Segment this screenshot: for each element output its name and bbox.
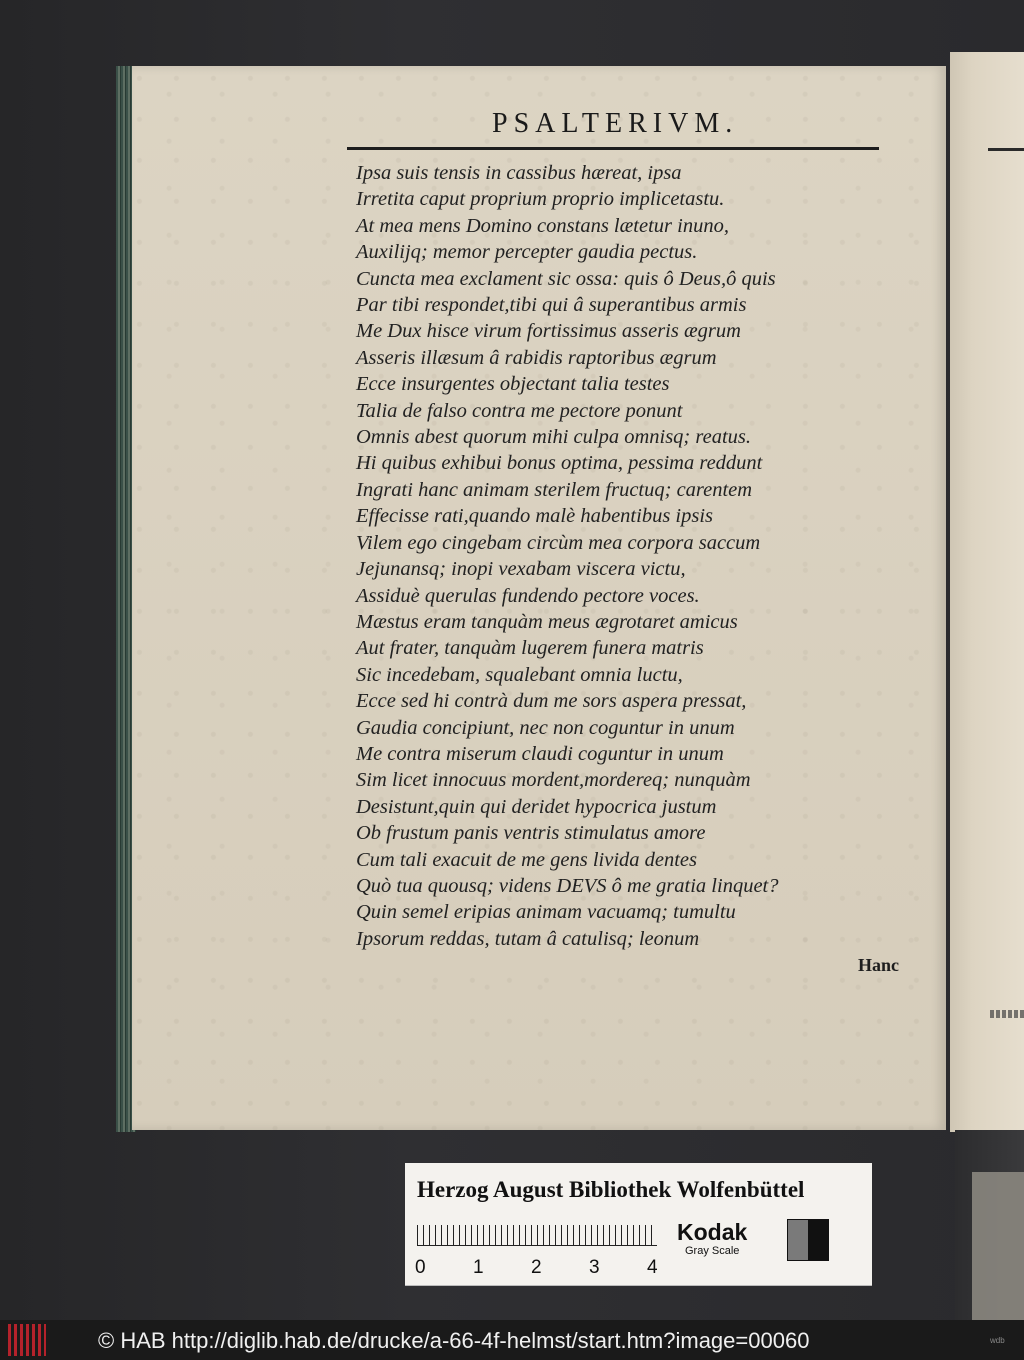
poem-line: Asseris illæsum â rabidis raptoribus ægrum bbox=[356, 346, 717, 369]
poem-line: Effecisse rati,quando malè habentibus ipsis bbox=[356, 505, 714, 528]
poem-line: Quin semel eripias animam vacuamq; tumultu bbox=[356, 901, 736, 924]
header-rule bbox=[347, 147, 879, 150]
poem-line: Ecce insurgentes objectant talia testes bbox=[356, 373, 670, 396]
facing-page-rule bbox=[988, 148, 1024, 151]
ruler-number: 0 bbox=[415, 1257, 426, 1278]
library-name: Herzog August Bibliothek Wolfenbüttel bbox=[417, 1177, 805, 1202]
poem-line: Mæstus eram tanquàm meus ægrotaret amicus bbox=[356, 610, 738, 633]
ruler-number: 3 bbox=[589, 1257, 600, 1278]
poem-line: Sic incedebam, squalebant omnia luctu, bbox=[356, 663, 683, 686]
poem-line: Ipsorum reddas, tutam â catulisq; leonum bbox=[356, 927, 700, 950]
hab-logo-icon bbox=[8, 1324, 46, 1356]
poem-line: Hi quibus exhibui bonus optima, pessima reddunt bbox=[356, 452, 763, 475]
poem-line: Ob frustum panis ventris stimulatus amore bbox=[356, 822, 706, 845]
poem-line: Irretita caput proprium proprio implicetastu. bbox=[356, 188, 725, 211]
poem-line: Me contra miserum claudi coguntur in unum bbox=[356, 742, 724, 765]
facing-page bbox=[950, 52, 1024, 1132]
poem-line: Assiduè querulas fundendo pectore voces. bbox=[356, 584, 700, 607]
poem-text bbox=[356, 160, 876, 952]
poem-line: Cum tali exacuit de me gens livida dentes bbox=[356, 848, 698, 871]
footer-bar bbox=[0, 1320, 1024, 1360]
poem-line: Vilem ego cingebam circùm mea corpora saccum bbox=[356, 531, 761, 554]
poem-line: Talia de falso contra me pectore ponunt bbox=[356, 399, 683, 422]
poem-line: Sim licet innocuus mordent,mordereq; nunquàm bbox=[356, 769, 751, 792]
poem-line: Aut frater, tanquàm lugerem funera matris bbox=[356, 637, 704, 660]
facing-page-catchword bbox=[990, 1010, 1024, 1018]
ruler-number: 2 bbox=[531, 1257, 542, 1278]
poem-line: Omnis abest quorum mihi culpa omnisq; reatus. bbox=[356, 426, 751, 449]
poem-line: Ecce sed hi contrà dum me sors aspera pressat, bbox=[356, 690, 747, 713]
gray-scale-label: Gray Scale bbox=[685, 1245, 740, 1257]
poem-line: Me Dux hisce virum fortissimus asseris ægrum bbox=[356, 320, 741, 343]
ruler-number: 4 bbox=[647, 1257, 658, 1278]
footer-mini-mark: wdb bbox=[990, 1336, 1005, 1345]
gray-swatch bbox=[787, 1219, 829, 1261]
poem-line: Desistunt,quin qui deridet hypocrica justum bbox=[356, 795, 717, 818]
ruler-scale bbox=[417, 1225, 657, 1255]
catchword: Hanc bbox=[858, 955, 900, 975]
kodak-logo: Kodak bbox=[677, 1219, 748, 1245]
poem-line: Gaudia concipiunt, nec non coguntur in unum bbox=[356, 716, 735, 739]
poem-line: Auxilijq; memor percepter gaudia pectus. bbox=[356, 241, 698, 264]
poem-line: At mea mens Domino constans lætetur inuno, bbox=[356, 214, 729, 237]
footer-url[interactable]: © HAB http://diglib.hab.de/drucke/a-66-4f-helmst/start.htm?image=00060 bbox=[98, 1328, 810, 1353]
poem-line: Par tibi respondet,tibi qui â superantibus armis bbox=[356, 294, 747, 317]
poem-line: Cuncta mea exclament sic ossa: quis ô Deus,ô quis bbox=[356, 267, 776, 290]
poem-line: Jejunansq; inopi vexabam viscera victu, bbox=[356, 558, 686, 581]
poem-line: Quò tua quousq; videns DEVS ô me gratia linquet? bbox=[356, 874, 779, 897]
facing-color-card bbox=[972, 1172, 1024, 1320]
ruler-number: 1 bbox=[473, 1257, 484, 1278]
running-head: PSALTERIVM. bbox=[492, 108, 739, 139]
ruler-baseline bbox=[417, 1245, 657, 1246]
color-reference-card bbox=[405, 1163, 872, 1286]
poem-line: Ingrati hanc animam sterilem fructuq; carentem bbox=[356, 478, 753, 501]
poem-line: Ipsa suis tensis in cassibus hæreat, ipsa bbox=[356, 162, 682, 184]
